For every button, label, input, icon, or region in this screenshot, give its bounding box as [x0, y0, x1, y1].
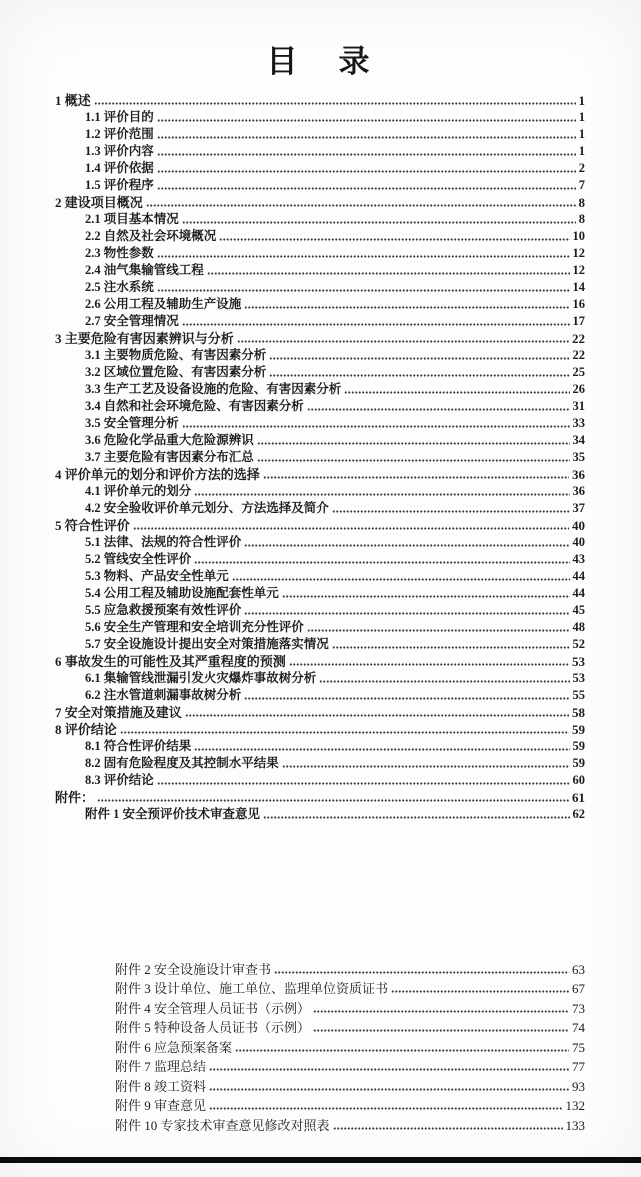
dotted-leader — [329, 499, 573, 516]
toc-entry-label: 2.7 安全管理情况 — [85, 314, 179, 328]
toc-entry — [85, 977, 585, 997]
dotted-leader — [234, 329, 572, 346]
dotted-leader — [154, 142, 579, 159]
toc-entry-label: 2.2 自然及社会环境概况 — [85, 229, 217, 243]
dotted-leader — [310, 1016, 572, 1036]
toc-entry-page: 2 — [578, 161, 585, 175]
dotted-leader — [179, 312, 573, 329]
toc-entry-page: 93 — [572, 1078, 585, 1094]
dotted-leader — [154, 771, 573, 788]
toc-entry — [85, 1113, 585, 1133]
toc-entry — [55, 635, 585, 652]
toc-entry-page: 1 — [578, 127, 585, 141]
toc-entry — [55, 329, 585, 346]
toc-entry — [55, 142, 585, 159]
toc-entry-page: 55 — [572, 688, 585, 702]
toc-entry — [85, 957, 585, 977]
toc-entry-page: 62 — [572, 807, 585, 821]
dotted-leader — [254, 448, 573, 465]
toc-entry-label: 5.3 物料、产品安全性单元 — [85, 569, 229, 583]
toc-entry — [55, 567, 585, 584]
dotted-leader — [232, 1035, 572, 1055]
toc-entry — [85, 996, 585, 1016]
toc-entry — [55, 686, 585, 703]
toc-entry-page: 12 — [572, 246, 585, 260]
toc-entry-label: 8.1 符合性评价结果 — [85, 739, 192, 753]
toc-entry — [85, 1074, 585, 1094]
dotted-leader — [154, 176, 579, 193]
toc-entry — [55, 771, 585, 788]
toc-entry-label: 8 评价结论 — [55, 722, 117, 737]
dotted-leader — [206, 1074, 572, 1094]
toc-entry-page: 25 — [572, 365, 585, 379]
dotted-leader — [206, 1094, 565, 1114]
dotted-leader — [91, 91, 579, 108]
toc-entry-label: 5.4 公用工程及辅助设施配套性单元 — [85, 586, 279, 600]
toc-entry-label: 附件 1 安全预评价技术审查意见 — [85, 807, 261, 821]
toc-entry-page: 48 — [572, 620, 585, 634]
toc-entry — [55, 227, 585, 244]
toc-entry-page: 43 — [572, 552, 585, 566]
toc-entry — [55, 601, 585, 618]
toc-entry-label: 2.5 注水系统 — [85, 280, 154, 294]
toc-entry — [55, 788, 585, 805]
toc-entry — [55, 652, 585, 669]
dotted-leader — [266, 346, 572, 363]
toc-entry-label: 1.3 评价内容 — [85, 144, 154, 158]
toc-entry-page: 22 — [572, 348, 585, 362]
toc-entry — [55, 380, 585, 397]
toc-entry — [55, 210, 585, 227]
toc-entry — [55, 499, 585, 516]
toc-entry-label: 1.4 评价依据 — [85, 161, 154, 175]
toc-entry — [55, 261, 585, 278]
toc-entry-label: 3.7 主要危险有害因素分布汇总 — [85, 450, 254, 464]
dotted-leader — [229, 567, 573, 584]
toc-entry — [55, 516, 585, 533]
toc-attachments-list — [85, 957, 585, 1133]
toc-entry-page: 132 — [565, 1098, 585, 1113]
toc-entry — [55, 584, 585, 601]
toc-entry — [55, 533, 585, 550]
toc-entry-label: 5 符合性评价 — [55, 518, 130, 533]
toc-entry-page: 35 — [572, 450, 585, 464]
toc-entry-label: 2.6 公用工程及辅助生产设施 — [85, 297, 242, 311]
toc-entry-page: 59 — [572, 739, 585, 753]
dotted-leader — [191, 482, 572, 499]
toc-entry-page: 73 — [572, 1000, 585, 1016]
toc-entry-page: 63 — [572, 961, 585, 977]
toc-entry-page: 37 — [572, 501, 585, 515]
toc-entry-page: 8 — [578, 212, 585, 226]
toc-entry-page: 12 — [572, 263, 585, 277]
dotted-leader — [216, 227, 572, 244]
dotted-leader — [266, 363, 572, 380]
toc-entry — [55, 244, 585, 261]
dotted-leader — [304, 618, 573, 635]
toc-entry-label: 3.6 危险化学品重大危险源辨识 — [85, 433, 254, 447]
toc-entry — [55, 363, 585, 380]
toc-entry-page: 77 — [572, 1059, 585, 1074]
toc-entry-label: 3.5 安全管理分析 — [85, 416, 179, 430]
toc-entry-page: 34 — [572, 433, 585, 447]
dotted-leader — [330, 1113, 566, 1133]
dotted-leader — [241, 295, 572, 312]
toc-entry-label: 附件 4 安全管理人员证书（示例） — [115, 1000, 311, 1016]
toc-entry-label: 附件 7 监理总结 — [115, 1059, 207, 1074]
toc-entry-page: 16 — [572, 297, 585, 311]
dotted-leader — [329, 635, 573, 652]
toc-entry — [55, 193, 585, 210]
toc-entry-page: 40 — [572, 535, 585, 549]
toc-entry-label: 6 事故发生的可能性及其严重程度的预测 — [55, 654, 286, 669]
dotted-leader — [304, 397, 573, 414]
toc-entry-label: 7 安全对策措施及建议 — [55, 705, 182, 720]
toc-entry — [55, 448, 585, 465]
toc-entry — [55, 159, 585, 176]
toc-entry-page: 40 — [572, 518, 585, 533]
toc-entry-page: 74 — [572, 1020, 585, 1035]
toc-entry-label: 4.2 安全验收评价单元划分、方法选择及简介 — [85, 501, 329, 515]
dotted-leader — [204, 261, 573, 278]
toc-entry-label: 5.5 应急救援预案有效性评价 — [85, 603, 242, 617]
toc-main-list — [55, 91, 585, 822]
toc-entry-page: 10 — [572, 229, 585, 243]
toc-entry — [55, 482, 585, 499]
dotted-leader — [143, 193, 579, 210]
toc-entry — [85, 1055, 585, 1075]
dotted-leader — [179, 414, 573, 431]
toc-title: 目 录 — [266, 44, 375, 79]
toc-entry-page: 31 — [572, 399, 585, 413]
toc-entry-page: 44 — [572, 586, 585, 600]
toc-entry-page: 59 — [572, 722, 585, 737]
dotted-leader — [260, 805, 572, 822]
toc-entry-label: 2.1 项目基本情况 — [85, 212, 179, 226]
dotted-leader — [182, 703, 572, 720]
dotted-leader — [154, 244, 573, 261]
dotted-leader — [279, 754, 573, 771]
dotted-leader — [154, 159, 579, 176]
toc-entry — [55, 669, 585, 686]
toc-entry — [55, 91, 585, 108]
toc-entry-label: 6.1 集输管线泄漏引发火灾爆炸事故树分析 — [85, 671, 317, 685]
dotted-leader — [241, 533, 572, 550]
toc-entry-label: 5.7 安全设施设计提出安全对策措施落实情况 — [85, 637, 329, 651]
toc-entry-label: 2 建设项目概况 — [55, 195, 143, 210]
toc-entry — [55, 754, 585, 771]
toc-entry-label: 8.3 评价结论 — [85, 773, 154, 787]
toc-entry-page: 36 — [572, 484, 585, 498]
dotted-leader — [341, 380, 572, 397]
toc-entry — [55, 278, 585, 295]
scan-artifact-bar — [0, 1157, 641, 1163]
toc-entry-page: 7 — [578, 178, 585, 192]
toc-entry-page: 8 — [578, 195, 585, 210]
toc-entry-page: 60 — [572, 773, 585, 787]
toc-entry-label: 1 概述 — [55, 93, 91, 108]
dotted-leader — [316, 669, 572, 686]
toc-entry-label: 1.1 评价目的 — [85, 110, 154, 124]
dotted-leader — [279, 584, 573, 601]
toc-entry-page: 67 — [572, 981, 585, 996]
toc-entry — [85, 1035, 585, 1055]
toc-entry-page: 22 — [572, 331, 585, 346]
toc-entry — [55, 618, 585, 635]
toc-entry-page: 133 — [565, 1117, 585, 1133]
dotted-leader — [310, 996, 572, 1016]
dotted-leader — [94, 788, 572, 805]
toc-entry-label: 3.4 自然和社会环境危险、有害因素分析 — [85, 399, 304, 413]
toc-entry — [85, 1094, 585, 1114]
toc-entry-label: 3.2 区域位置危险、有害因素分析 — [85, 365, 267, 379]
toc-entry-label: 3.1 主要物质危险、有害因素分析 — [85, 348, 267, 362]
toc-entry-label: 附件 3 设计单位、施工单位、监理单位资质证书 — [115, 981, 389, 996]
toc-entry-label: 1.2 评价范围 — [85, 127, 154, 141]
toc-entry-page: 52 — [572, 637, 585, 651]
dotted-leader — [241, 601, 572, 618]
toc-entry-label: 2.4 油气集输管线工程 — [85, 263, 204, 277]
toc-entry — [55, 295, 585, 312]
toc-entry — [55, 550, 585, 567]
toc-entry-label: 3 主要危险有害因素辨识与分析 — [55, 331, 234, 346]
toc-entry-label: 3.3 生产工艺及设备设施的危险、有害因素分析 — [85, 382, 342, 396]
dotted-leader — [388, 977, 572, 997]
dotted-leader — [154, 108, 579, 125]
toc-entry — [55, 805, 585, 822]
toc-entry-page: 1 — [578, 93, 585, 108]
toc-entry-page: 45 — [572, 603, 585, 617]
toc-entry-page: 17 — [572, 314, 585, 328]
dotted-leader — [179, 210, 579, 227]
toc-entry-page: 1 — [578, 110, 585, 124]
toc-entry-label: 4 评价单元的划分和评价方法的选择 — [55, 467, 260, 482]
toc-entry — [55, 346, 585, 363]
toc-entry-label: 附件 5 特种设备人员证书（示例） — [115, 1020, 311, 1035]
dotted-leader — [191, 737, 572, 754]
toc-entry-page: 33 — [572, 416, 585, 430]
toc-entry-page: 53 — [572, 654, 585, 669]
toc-entry — [55, 108, 585, 125]
toc-entry-page: 44 — [572, 569, 585, 583]
dotted-leader — [286, 652, 572, 669]
dotted-leader — [191, 550, 572, 567]
toc-entry — [55, 431, 585, 448]
toc-entry-label: 附件 2 安全设施设计审查书 — [115, 961, 272, 977]
toc-entry-label: 8.2 固有危险程度及其控制水平结果 — [85, 756, 279, 770]
dotted-leader — [206, 1055, 572, 1075]
toc-entry — [55, 125, 585, 142]
toc-entry-label: 附件 8 竣工资料 — [115, 1078, 207, 1094]
dotted-leader — [117, 720, 572, 737]
dotted-leader — [254, 431, 573, 448]
toc-entry-page: 14 — [572, 280, 585, 294]
toc-entry-page: 53 — [572, 671, 585, 685]
toc-entry — [55, 414, 585, 431]
dotted-leader — [130, 516, 572, 533]
toc-entry-label: 5.6 安全生产管理和安全培训充分性评价 — [85, 620, 304, 634]
toc-entry-page: 58 — [572, 705, 585, 720]
dotted-leader — [154, 125, 579, 142]
toc-entry-label: 附件 9 审查意见 — [115, 1098, 207, 1113]
toc-entry-label: 5.2 管线安全性评价 — [85, 552, 192, 566]
toc-entry — [55, 737, 585, 754]
toc-entry-page: 1 — [578, 144, 585, 158]
toc-entry-label: 附件 10 专家技术审查意见修改对照表 — [115, 1117, 330, 1133]
dotted-leader — [154, 278, 573, 295]
page-blank-gap — [0, 822, 641, 957]
dotted-leader — [260, 465, 572, 482]
toc-entry-page: 36 — [572, 467, 585, 482]
toc-entry-page: 59 — [572, 756, 585, 770]
toc-entry-label: 6.2 注水管道刺漏事故树分析 — [85, 688, 242, 702]
toc-entry-label: 附件 6 应急预案备案 — [115, 1039, 233, 1055]
toc-entry-label: 1.5 评价程序 — [85, 178, 154, 192]
toc-entry — [55, 703, 585, 720]
toc-entry-label: 5.1 法律、法规的符合性评价 — [85, 535, 242, 549]
toc-entry-page: 26 — [572, 382, 585, 396]
dotted-leader — [241, 686, 572, 703]
toc-entry — [55, 176, 585, 193]
toc-entry — [55, 312, 585, 329]
dotted-leader — [271, 957, 572, 977]
toc-entry — [55, 465, 585, 482]
toc-entry-label: 2.3 物性参数 — [85, 246, 154, 260]
toc-entry — [85, 1016, 585, 1036]
toc-entry-label: 附件： — [55, 790, 95, 805]
toc-entry — [55, 397, 585, 414]
toc-entry-page: 75 — [572, 1039, 585, 1055]
toc-entry-page: 61 — [572, 790, 585, 805]
toc-entry-label: 4.1 评价单元的划分 — [85, 484, 192, 498]
toc-entry — [55, 720, 585, 737]
